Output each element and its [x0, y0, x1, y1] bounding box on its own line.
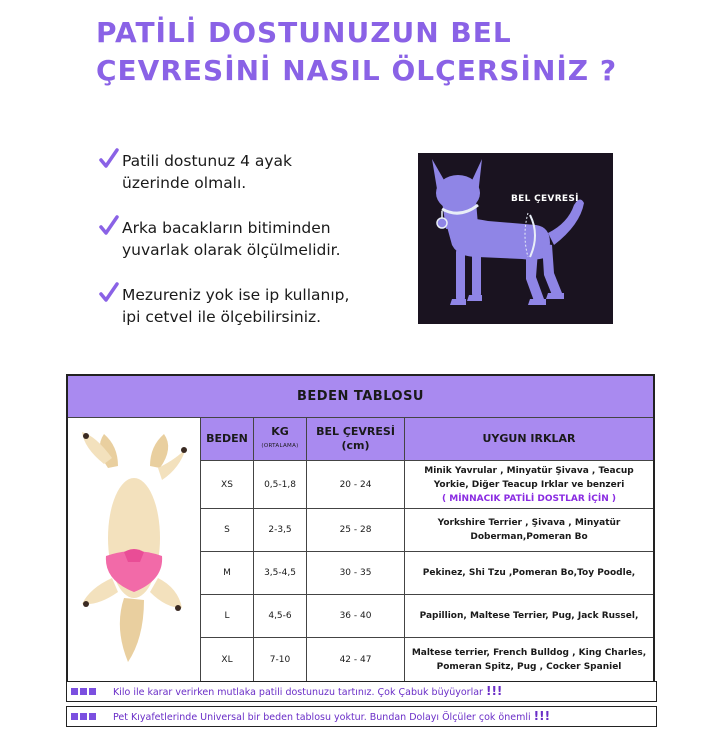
breeds-line: Yorkshire Terrier , Şivava , Minyatür [437, 518, 621, 528]
size-table [66, 374, 655, 684]
col-waist-header [307, 418, 405, 461]
breeds-line: Papillion, Maltese Terrier, Pug, Jack Russel, [419, 611, 639, 621]
note-text: Kilo ile karar verirken mutlaka patili dostunuzu tartınız. Çok Çabuk büyüyorlar [113, 687, 483, 698]
breeds-cell [405, 638, 655, 683]
kg-cell: 0,5-1,8 [254, 461, 307, 509]
breeds-line: Maltese terrier, French Bulldog , King Charles, [411, 647, 647, 658]
waist-cell: 36 - 40 [307, 595, 405, 638]
tip-line: Mezureniz yok ise ip kullanıp, [122, 286, 350, 304]
tip-line: üzerinde olmalı. [122, 174, 247, 192]
bullet-squares-icon [71, 683, 98, 702]
col-kg-label: KG [271, 425, 289, 438]
note-exclamation: !!! [533, 709, 551, 723]
title-line-1: PATİLİ DOSTUNUZUN BEL [96, 16, 512, 49]
waist-cell: 20 - 24 [307, 461, 405, 509]
note-text: Pet Kıyafetlerinde Universal bir beden tablosu yoktur. Bundan Dolayı Ölçüler çok önemli [113, 712, 531, 723]
tip-line: Arka bacakların bitiminden [122, 219, 331, 237]
waist-cell: 25 - 28 [307, 509, 405, 552]
dog-photo-image [74, 428, 194, 668]
note-exclamation: !!! [485, 684, 503, 698]
col-waist-unit: (cm) [341, 439, 370, 452]
breeds-line: Minik Yavrular , Minyatür Şivava , Teacup [424, 465, 634, 476]
page-title [96, 14, 617, 90]
bullet-squares-icon [71, 708, 98, 727]
checkmark-icon [98, 148, 120, 170]
tip-item [96, 284, 396, 328]
checkmark-icon [98, 282, 120, 304]
waist-label: BEL ÇEVRESİ [511, 194, 579, 204]
note-universal [66, 706, 657, 727]
note-weight [66, 681, 657, 702]
size-cell: L [201, 595, 254, 638]
size-cell: M [201, 552, 254, 595]
checkmark-icon [98, 215, 120, 237]
breeds-highlight: ( MİNNACIK PATİLİ DOSTLAR İÇİN ) [442, 493, 616, 504]
breeds-line: Yorkie, Diğer Teacup Irklar ve benzeri [433, 479, 625, 490]
waist-cell: 30 - 35 [307, 552, 405, 595]
breeds-cell [405, 595, 655, 638]
tip-item [96, 150, 396, 194]
breeds-line: Pekinez, Shi Tzu ,Pomeran Bo,Toy Poodle, [422, 568, 636, 578]
breeds-line: Pomeran Spitz, Pug , Cocker Spaniel [436, 661, 622, 672]
size-cell: XL [201, 638, 254, 683]
tips-list [96, 150, 396, 351]
col-waist-label: BEL ÇEVRESİ [316, 425, 395, 438]
tip-line: Patili dostunuz 4 ayak [122, 152, 293, 170]
breeds-cell [405, 509, 655, 552]
breeds-cell [405, 552, 655, 595]
tip-item [96, 217, 396, 261]
breeds-line: Doberman,Pomeran Bo [470, 532, 588, 542]
dog-photo [67, 418, 201, 683]
kg-cell: 3,5-4,5 [254, 552, 307, 595]
col-size-header: BEDEN [201, 418, 254, 461]
col-kg-sub: (ORTALAMA) [261, 443, 299, 449]
size-cell: XS [201, 461, 254, 509]
title-line-2: ÇEVRESİNİ NASIL ÖLÇERSİNİZ ? [96, 54, 618, 87]
dog-silhouette-icon [418, 153, 613, 324]
kg-cell: 4,5-6 [254, 595, 307, 638]
col-kg-header [254, 418, 307, 461]
col-breeds-header: UYGUN IRKLAR [405, 418, 655, 461]
kg-cell: 7-10 [254, 638, 307, 683]
waist-cell: 42 - 47 [307, 638, 405, 683]
dog-measure-illustration [418, 153, 613, 324]
kg-cell: 2-3,5 [254, 509, 307, 552]
table-title: BEDEN TABLOSU [67, 375, 654, 418]
breeds-cell [405, 461, 655, 509]
tip-line: ipi cetvel ile ölçebilirsiniz. [122, 308, 322, 326]
size-cell: S [201, 509, 254, 552]
tip-line: yuvarlak olarak ölçülmelidir. [122, 241, 341, 259]
